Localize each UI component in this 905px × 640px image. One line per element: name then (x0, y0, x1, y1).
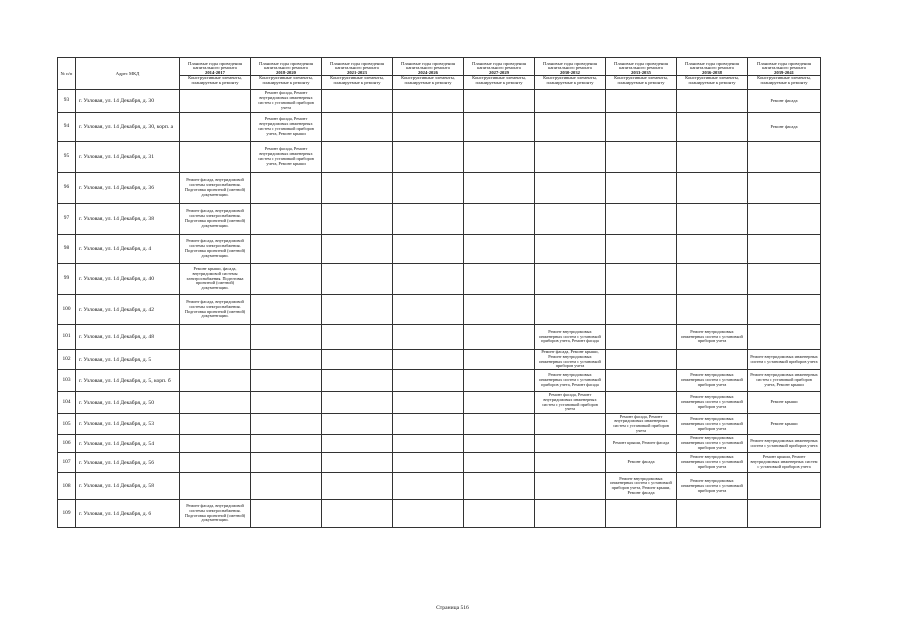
work-cell-2018-2020 (251, 295, 322, 325)
work-cell-2033-2035 (606, 370, 677, 392)
work-cell-2036-2038: Ремонт внутридомовых инженерных систем с установкой приборов учета (677, 414, 748, 435)
work-cell-2021-2023 (322, 295, 393, 325)
work-cell-2039-2041 (748, 235, 821, 264)
header-period-2024-2026 (393, 58, 464, 90)
work-cell-2027-2029 (464, 90, 535, 113)
work-cell-2027-2029 (464, 173, 535, 204)
work-cell-2021-2023 (322, 113, 393, 142)
work-cell-2021-2023 (322, 414, 393, 435)
work-cell-2039-2041 (748, 473, 821, 500)
header-elements-label: Конструктивные элементы, планируемые к ремонту (330, 75, 384, 85)
work-cell-2014-2017 (180, 414, 251, 435)
row-address: г. Узловая, ул. 14 Декабря, д. 50 (76, 392, 180, 414)
work-cell-2027-2029 (464, 453, 535, 473)
header-elements-label: Конструктивные элементы, планируемые к ремонту (259, 75, 313, 85)
row-address: г. Узловая, ул. 14 Декабря, д. 30 (76, 90, 180, 113)
row-number: 94 (58, 113, 76, 142)
table-row (58, 90, 821, 113)
work-cell-2030-2032: Ремонт внутридомовых инженерных систем с установкой приборов учета, Ремонт фасада (535, 325, 606, 350)
work-cell-2030-2032 (535, 142, 606, 173)
header-period-prefix: Плановые годы проведения капитального ремонта (188, 60, 242, 71)
work-cell-2027-2029 (464, 500, 535, 528)
header-elements-label: Конструктивные элементы, планируемые к ремонту (757, 75, 811, 85)
table-row (58, 473, 821, 500)
work-cell-2014-2017: Ремонт фасада, внутридомовой системы электроснабжения. Подготовка проектной (сметной) документации. (180, 235, 251, 264)
header-period-years: 2030-2032 (535, 71, 605, 77)
work-cell-2014-2017: Ремонт фасада, внутридомовой системы электроснабжения. Подготовка проектной (сметной) документации. (180, 173, 251, 204)
work-cell-2021-2023 (322, 204, 393, 235)
work-cell-2039-2041: Ремонт внутридомовых инженерных систем с установкой приборов учета (748, 350, 821, 370)
work-cell-2014-2017 (180, 350, 251, 370)
work-cell-2024-2026 (393, 350, 464, 370)
work-cell-2033-2035 (606, 235, 677, 264)
work-cell-2018-2020 (251, 173, 322, 204)
header-period-years: 2018-2020 (251, 71, 321, 77)
work-cell-2024-2026 (393, 173, 464, 204)
work-cell-2036-2038: Ремонт внутридомовых инженерных систем с установкой приборов учета (677, 453, 748, 473)
work-cell-2024-2026 (393, 435, 464, 453)
row-number: 95 (58, 142, 76, 173)
capital-repair-table (57, 57, 821, 528)
work-cell-2018-2020 (251, 350, 322, 370)
row-number: 101 (58, 325, 76, 350)
work-cell-2027-2029 (464, 350, 535, 370)
work-cell-2030-2032 (535, 453, 606, 473)
work-cell-2039-2041 (748, 500, 821, 528)
work-cell-2039-2041: Ремонт внутридомовых инженерных систем с установкой приборов учета (748, 435, 821, 453)
row-number: 96 (58, 173, 76, 204)
work-cell-2036-2038 (677, 264, 748, 295)
header-period-prefix: Плановые годы проведения капитального ремонта (543, 60, 597, 71)
work-cell-2036-2038: Ремонт внутридомовых инженерных систем с установкой приборов учета (677, 435, 748, 453)
work-cell-2018-2020 (251, 370, 322, 392)
work-cell-2033-2035 (606, 325, 677, 350)
header-num: № п/п (58, 58, 76, 90)
work-cell-2024-2026 (393, 235, 464, 264)
work-cell-2018-2020 (251, 392, 322, 414)
header-period-prefix: Плановые годы проведения капитального ремонта (757, 60, 811, 71)
work-cell-2018-2020 (251, 235, 322, 264)
header-period-prefix: Плановые годы проведения капитального ремонта (472, 60, 526, 71)
work-cell-2036-2038 (677, 142, 748, 173)
work-cell-2036-2038 (677, 235, 748, 264)
work-cell-2039-2041 (748, 325, 821, 350)
work-cell-2033-2035 (606, 173, 677, 204)
work-cell-2030-2032 (535, 113, 606, 142)
header-elements-label: Конструктивные элементы, планируемые к ремонту (401, 75, 455, 85)
work-cell-2036-2038: Ремонт внутридомовых инженерных систем с установкой приборов учета (677, 370, 748, 392)
work-cell-2033-2035 (606, 113, 677, 142)
work-cell-2024-2026 (393, 204, 464, 235)
work-cell-2033-2035 (606, 90, 677, 113)
row-address: г. Узловая, ул. 14 Декабря, д. 42 (76, 295, 180, 325)
work-cell-2027-2029 (464, 473, 535, 500)
header-period-2014-2017 (180, 58, 251, 90)
work-cell-2014-2017 (180, 453, 251, 473)
work-cell-2039-2041 (748, 204, 821, 235)
row-address: г. Узловая, ул. 14 Декабря, д. 5 (76, 350, 180, 370)
work-cell-2027-2029 (464, 295, 535, 325)
table-row (58, 350, 821, 370)
work-cell-2039-2041: Ремонт фасада (748, 113, 821, 142)
row-address: г. Узловая, ул. 14 Декабря, д. 58 (76, 473, 180, 500)
row-number: 106 (58, 435, 76, 453)
row-address: г. Узловая, ул. 14 Декабря, д. 36 (76, 173, 180, 204)
row-number: 108 (58, 473, 76, 500)
work-cell-2014-2017 (180, 325, 251, 350)
work-cell-2033-2035: Ремонт фасада (606, 453, 677, 473)
table-body (58, 90, 821, 528)
header-elements-label: Конструктивные элементы, планируемые к ремонту (685, 75, 739, 85)
header-period-prefix: Плановые годы проведения капитального ремонта (330, 60, 384, 71)
work-cell-2024-2026 (393, 392, 464, 414)
header-period-prefix: Плановые годы проведения капитального ремонта (259, 60, 313, 71)
work-cell-2036-2038: Ремонт внутридомовых инженерных систем с установкой приборов учета (677, 473, 748, 500)
table-row (58, 500, 821, 528)
work-cell-2027-2029 (464, 325, 535, 350)
row-address: г. Узловая, ул. 14 Декабря, д. 40 (76, 264, 180, 295)
table-row (58, 173, 821, 204)
row-address: г. Узловая, ул. 14 Декабря, д. 56 (76, 453, 180, 473)
header-period-years: 2024-2026 (393, 71, 463, 77)
work-cell-2027-2029 (464, 370, 535, 392)
work-cell-2030-2032: Ремонт фасада, Ремонт крыши, Ремонт внутридомовых инженерных систем с установкой приборов учета (535, 350, 606, 370)
header-period-years: 2027-2029 (464, 71, 534, 77)
header-period-prefix: Плановые годы проведения капитального ремонта (685, 60, 739, 71)
work-cell-2039-2041 (748, 173, 821, 204)
work-cell-2014-2017: Ремонт фасада, внутридомовой системы электроснабжения. Подготовка проектной (сметной) документации. (180, 204, 251, 235)
row-number: 103 (58, 370, 76, 392)
work-cell-2024-2026 (393, 453, 464, 473)
row-number: 99 (58, 264, 76, 295)
work-cell-2030-2032 (535, 90, 606, 113)
work-cell-2030-2032 (535, 264, 606, 295)
row-address: г. Узловая, ул. 14 Декабря, д. 4 (76, 235, 180, 264)
header-period-2021-2023 (322, 58, 393, 90)
work-cell-2039-2041: Ремонт крыши (748, 392, 821, 414)
work-cell-2021-2023 (322, 453, 393, 473)
header-period-2027-2029 (464, 58, 535, 90)
row-address: г. Узловая, ул. 14 Декабря, д. 54 (76, 435, 180, 453)
work-cell-2018-2020 (251, 435, 322, 453)
table-row (58, 414, 821, 435)
work-cell-2027-2029 (464, 113, 535, 142)
work-cell-2021-2023 (322, 500, 393, 528)
header-elements-label: Конструктивные элементы, планируемые к ремонту (614, 75, 668, 85)
work-cell-2030-2032 (535, 204, 606, 235)
work-cell-2033-2035 (606, 392, 677, 414)
header-period-2018-2020 (251, 58, 322, 90)
work-cell-2014-2017 (180, 142, 251, 173)
work-cell-2033-2035 (606, 204, 677, 235)
table-row (58, 204, 821, 235)
work-cell-2027-2029 (464, 204, 535, 235)
header-period-2036-2038 (677, 58, 748, 90)
work-cell-2033-2035: Ремонт внутридомовых инженерных систем с установкой приборов учета, Ремонт крыши, Ремонт фасада (606, 473, 677, 500)
header-period-years: 2014-2017 (180, 71, 250, 77)
work-cell-2033-2035 (606, 295, 677, 325)
work-cell-2014-2017 (180, 473, 251, 500)
work-cell-2036-2038 (677, 204, 748, 235)
work-cell-2021-2023 (322, 325, 393, 350)
row-address: г. Узловая, ул. 14 Декабря, д. 38 (76, 204, 180, 235)
work-cell-2027-2029 (464, 435, 535, 453)
work-cell-2014-2017 (180, 370, 251, 392)
work-cell-2021-2023 (322, 370, 393, 392)
work-cell-2036-2038 (677, 113, 748, 142)
work-cell-2018-2020 (251, 204, 322, 235)
work-cell-2021-2023 (322, 235, 393, 264)
work-cell-2030-2032 (535, 235, 606, 264)
work-cell-2030-2032 (535, 173, 606, 204)
work-cell-2033-2035 (606, 350, 677, 370)
row-address: г. Узловая, ул. 14 Декабря, д. 48 (76, 325, 180, 350)
work-cell-2021-2023 (322, 350, 393, 370)
work-cell-2036-2038: Ремонт внутридомовых инженерных систем с установкой приборов учета (677, 392, 748, 414)
table-row (58, 435, 821, 453)
work-cell-2021-2023 (322, 173, 393, 204)
page-number: Страница 516 (436, 605, 469, 611)
work-cell-2018-2020 (251, 500, 322, 528)
table-row (58, 295, 821, 325)
work-cell-2024-2026 (393, 113, 464, 142)
work-cell-2036-2038 (677, 295, 748, 325)
work-cell-2039-2041 (748, 142, 821, 173)
work-cell-2036-2038: Ремонт внутридомовых инженерных систем с установкой приборов учета (677, 325, 748, 350)
work-cell-2033-2035: Ремонт фасада, Ремонт внутридомовых инженерных систем с установкой приборов учета (606, 414, 677, 435)
work-cell-2014-2017 (180, 90, 251, 113)
work-cell-2021-2023 (322, 90, 393, 113)
row-number: 104 (58, 392, 76, 414)
work-cell-2014-2017 (180, 392, 251, 414)
row-number: 105 (58, 414, 76, 435)
work-cell-2039-2041: Ремонт внутридомовых инженерных систем с установкой приборов учета, Ремонт крыши (748, 370, 821, 392)
work-cell-2027-2029 (464, 264, 535, 295)
work-cell-2030-2032 (535, 473, 606, 500)
work-cell-2039-2041: Ремонт крыши, Ремонт внутридомовых инженерных систем с установкой приборов учета (748, 453, 821, 473)
work-cell-2018-2020: Ремонт фасада, Ремонт внутридомовых инженерных систем с установкой приборов учета (251, 90, 322, 113)
work-cell-2018-2020 (251, 264, 322, 295)
work-cell-2014-2017 (180, 435, 251, 453)
work-cell-2033-2035 (606, 264, 677, 295)
row-address: г. Узловая, ул. 14 Декабря, д. 31 (76, 142, 180, 173)
header-period-years: 2036-2038 (677, 71, 747, 77)
work-cell-2039-2041 (748, 264, 821, 295)
work-cell-2024-2026 (393, 500, 464, 528)
work-cell-2014-2017: Ремонт фасада, внутридомовой системы электроснабжения. Подготовка проектной (сметной) документации. (180, 500, 251, 528)
work-cell-2039-2041 (748, 295, 821, 325)
work-cell-2018-2020 (251, 453, 322, 473)
work-cell-2018-2020 (251, 414, 322, 435)
table-header (58, 58, 821, 90)
table-row (58, 392, 821, 414)
work-cell-2024-2026 (393, 295, 464, 325)
work-cell-2030-2032 (535, 295, 606, 325)
work-cell-2027-2029 (464, 235, 535, 264)
work-cell-2021-2023 (322, 473, 393, 500)
header-elements-label: Конструктивные элементы, планируемые к ремонту (472, 75, 526, 85)
work-cell-2024-2026 (393, 414, 464, 435)
table-row (58, 113, 821, 142)
work-cell-2024-2026 (393, 325, 464, 350)
header-period-2039-2041 (748, 58, 821, 90)
work-cell-2033-2035: Ремонт крыши, Ремонт фасада (606, 435, 677, 453)
row-address: г. Узловая, ул. 14 Декабря, д. 53 (76, 414, 180, 435)
work-cell-2027-2029 (464, 414, 535, 435)
work-cell-2018-2020: Ремонт фасада, Ремонт внутридомовых инженерных систем с установкой приборов учета, Ремонт крыши (251, 142, 322, 173)
work-cell-2027-2029 (464, 142, 535, 173)
header-elements-label: Конструктивные элементы, планируемые к ремонту (543, 75, 597, 85)
work-cell-2021-2023 (322, 392, 393, 414)
work-cell-2039-2041: Ремонт крыши (748, 414, 821, 435)
row-number: 109 (58, 500, 76, 528)
table-row (58, 142, 821, 173)
work-cell-2014-2017: Ремонт крыши, фасада, внутридомовой системы электроснабжения. Подготовка проектной (сметной) документации. (180, 264, 251, 295)
work-cell-2030-2032: Ремонт фасада, Ремонт внутридомовых инженерных систем с установкой приборов учета (535, 392, 606, 414)
table-row (58, 325, 821, 350)
row-number: 100 (58, 295, 76, 325)
work-cell-2030-2032 (535, 435, 606, 453)
work-cell-2021-2023 (322, 435, 393, 453)
row-number: 93 (58, 90, 76, 113)
header-period-years: 2021-2023 (322, 71, 392, 77)
work-cell-2039-2041: Ремонт фасада (748, 90, 821, 113)
work-cell-2024-2026 (393, 90, 464, 113)
row-number: 98 (58, 235, 76, 264)
row-address: г. Узловая, ул. 14 Декабря, д. 5, корп. б (76, 370, 180, 392)
header-period-2033-2035 (606, 58, 677, 90)
work-cell-2033-2035 (606, 500, 677, 528)
header-elements-label: Конструктивные элементы, планируемые к ремонту (188, 75, 242, 85)
work-cell-2030-2032 (535, 500, 606, 528)
work-cell-2014-2017: Ремонт фасада, внутридомовой системы электроснабжения. Подготовка проектной (сметной) документации. (180, 295, 251, 325)
work-cell-2018-2020 (251, 325, 322, 350)
work-cell-2014-2017 (180, 113, 251, 142)
work-cell-2018-2020: Ремонт фасада, Ремонт внутридомовых инженерных систем с установкой приборов учета, Ремонт крыши (251, 113, 322, 142)
work-cell-2024-2026 (393, 142, 464, 173)
work-cell-2036-2038 (677, 350, 748, 370)
work-cell-2021-2023 (322, 264, 393, 295)
header-address: Адрес МКД (76, 58, 180, 90)
row-address: г. Узловая, ул. 14 Декабря, д. 6 (76, 500, 180, 528)
work-cell-2021-2023 (322, 142, 393, 173)
table-row (58, 235, 821, 264)
work-cell-2024-2026 (393, 370, 464, 392)
row-number: 107 (58, 453, 76, 473)
row-address: г. Узловая, ул. 14 Декабря, д. 30, корп. а (76, 113, 180, 142)
work-cell-2030-2032: Ремонт внутридомовых инженерных систем с установкой приборов учета, Ремонт фасада (535, 370, 606, 392)
table-row (58, 264, 821, 295)
table-row (58, 370, 821, 392)
work-cell-2036-2038 (677, 90, 748, 113)
work-cell-2033-2035 (606, 142, 677, 173)
row-number: 102 (58, 350, 76, 370)
table-row (58, 453, 821, 473)
work-cell-2036-2038 (677, 500, 748, 528)
work-cell-2030-2032 (535, 414, 606, 435)
header-period-prefix: Плановые годы проведения капитального ремонта (614, 60, 668, 71)
header-period-years: 2033-2035 (606, 71, 676, 77)
work-cell-2024-2026 (393, 264, 464, 295)
header-period-2030-2032 (535, 58, 606, 90)
row-number: 97 (58, 204, 76, 235)
work-cell-2036-2038 (677, 173, 748, 204)
work-cell-2027-2029 (464, 392, 535, 414)
work-cell-2018-2020 (251, 473, 322, 500)
header-period-years: 2039-2041 (748, 71, 820, 77)
header-period-prefix: Плановые годы проведения капитального ремонта (401, 60, 455, 71)
work-cell-2024-2026 (393, 473, 464, 500)
